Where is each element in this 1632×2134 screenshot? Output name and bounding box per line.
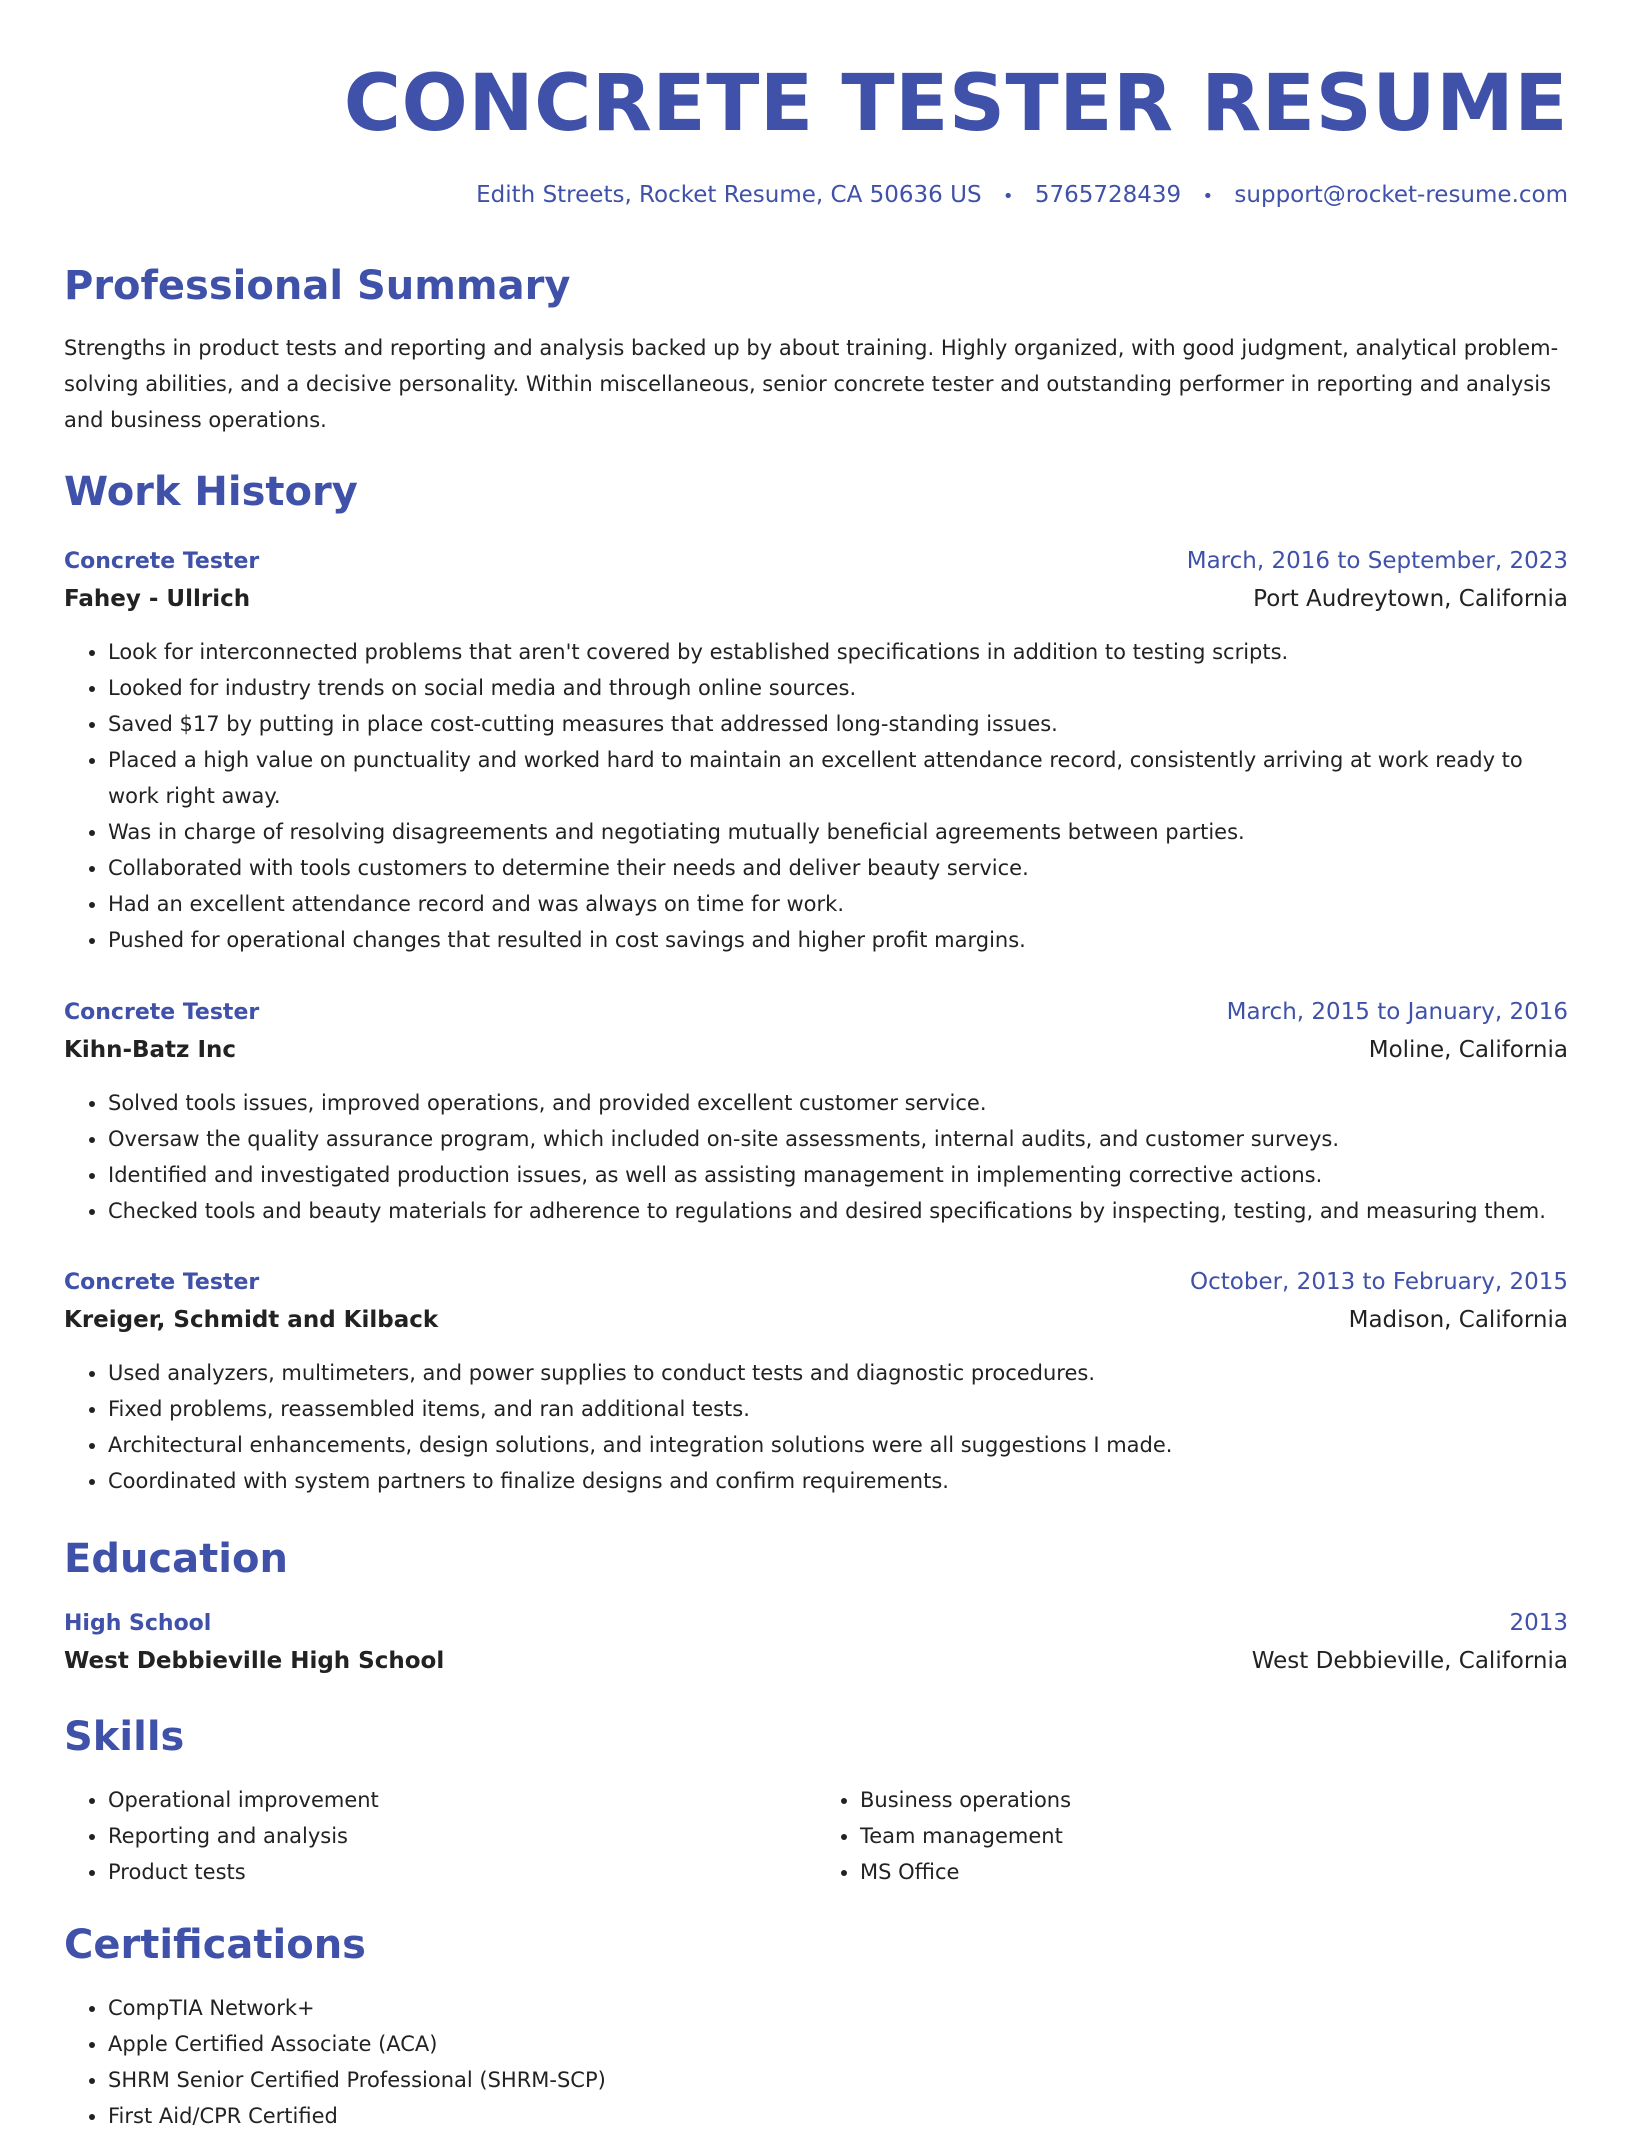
education-degree: High School (64, 1611, 212, 1636)
job-entry (64, 543, 1568, 958)
skills-heading: Skills (64, 1714, 185, 1760)
job-bullet: • Fixed problems, reassembled items, and ran additional tests. (108, 1391, 1568, 1427)
job-bullet: • Oversaw the quality assurance program, which included on-site assessments, internal audits, and customer surveys. (108, 1121, 1568, 1157)
job-bullet: • Solved tools issues, improved operations, and provided excellent customer service. (108, 1085, 1568, 1121)
job-bullet: • Identified and investigated production issues, as well as assisting management in implementing corrective actions. (108, 1157, 1568, 1193)
job-bullet: • Architectural enhancements, design solutions, and integration solutions were all suggestions I made. (108, 1427, 1568, 1463)
certifications-list (64, 1990, 1568, 2134)
job-bullet: • Collaborated with tools customers to determine their needs and deliver beauty service. (108, 850, 1568, 886)
job-company: Kreiger, Schmidt and Kilback (64, 1307, 439, 1333)
education-entry (64, 1605, 1568, 1680)
job-title: Concrete Tester (64, 1270, 260, 1295)
job-bullet: • Look for interconnected problems that aren't covered by established specifications in addition to testing scripts. (108, 634, 1568, 670)
job-entry (64, 1264, 1568, 1499)
skills-column-right (816, 1782, 1568, 1890)
job-bullet: • Had an excellent attendance record and was always on time for work. (108, 886, 1568, 922)
job-company: Fahey - Ullrich (64, 586, 251, 612)
job-bullet: • Saved $17 by putting in place cost-cutting measures that addressed long-standing issues. (108, 706, 1568, 742)
skill-item: • Reporting and analysis (108, 1818, 816, 1854)
contact-line (64, 180, 1568, 212)
contact-address: Edith Streets, Rocket Resume, CA 50636 US (476, 182, 982, 208)
summary-heading: Professional Summary (64, 263, 571, 309)
job-location: Moline, California (1368, 1037, 1568, 1063)
skills-column-left (64, 1782, 816, 1890)
certifications-heading: Certifications (64, 1922, 366, 1968)
job-bullet: • Placed a high value on punctuality and worked hard to maintain an excellent attendance record, consistently arriving at work ready to work right away. (108, 742, 1568, 814)
resume-title: CONCRETE TESTER RESUME (343, 59, 1568, 149)
skill-item: • Business operations (860, 1782, 1568, 1818)
certification-item: • SHRM Senior Certified Professional (SHRM-SCP) (108, 2062, 1568, 2098)
job-bullet: • Used analyzers, multimeters, and power supplies to conduct tests and diagnostic procedures. (108, 1355, 1568, 1391)
job-location: Madison, California (1348, 1307, 1568, 1333)
job-bullet: • Coordinated with system partners to finalize designs and confirm requirements. (108, 1463, 1568, 1499)
education-year: 2013 (1509, 1610, 1568, 1636)
job-bullet: • Checked tools and beauty materials for adherence to regulations and desired specifications by inspecting, testing, and measuring them. (108, 1193, 1568, 1229)
education-location: West Debbieville, California (1251, 1648, 1568, 1674)
certification-item: • First Aid/CPR Certified (108, 2098, 1568, 2134)
job-bullets (64, 1355, 1568, 1499)
contact-phone: 5765728439 (1034, 182, 1182, 208)
job-title: Concrete Tester (64, 549, 260, 574)
education-school: West Debbieville High School (64, 1648, 445, 1674)
skill-item: • MS Office (860, 1854, 1568, 1890)
job-company: Kihn-Batz Inc (64, 1037, 237, 1063)
certification-item: • CompTIA Network+ (108, 1990, 1568, 2026)
contact-email[interactable]: support@rocket-resume.com (1234, 182, 1568, 208)
certification-item: • Apple Certified Associate (ACA) (108, 2026, 1568, 2062)
skill-item: • Operational improvement (108, 1782, 816, 1818)
job-dates: October, 2013 to February, 2015 (1190, 1269, 1568, 1295)
job-dates: March, 2015 to January, 2016 (1226, 999, 1568, 1025)
job-location: Port Audreytown, California (1253, 586, 1568, 612)
work-history-heading: Work History (64, 469, 358, 515)
education-heading: Education (64, 1536, 288, 1582)
job-bullet: • Looked for industry trends on social media and through online sources. (108, 670, 1568, 706)
summary-text: Strengths in product tests and reporting and analysis backed up by about training. Highly organized, with good judgment, analytical problem-solving abilities, and a decisive personality. Within miscellaneous, senior concrete tester and outstanding performer in reporting and analysis and business operations. (64, 336, 1559, 432)
job-bullet: • Was in charge of resolving disagreements and negotiating mutually beneficial agreements between parties. (108, 814, 1568, 850)
job-bullets (64, 634, 1568, 958)
contact-separator: • (1002, 186, 1014, 207)
skills-list (64, 1782, 1568, 1890)
job-title: Concrete Tester (64, 1000, 260, 1025)
job-entry (64, 994, 1568, 1229)
contact-separator: • (1202, 186, 1214, 207)
job-bullets (64, 1085, 1568, 1229)
job-bullet: • Pushed for operational changes that resulted in cost savings and higher profit margins. (108, 922, 1568, 958)
skill-item: • Team management (860, 1818, 1568, 1854)
job-dates: March, 2016 to September, 2023 (1186, 548, 1568, 574)
skill-item: • Product tests (108, 1854, 816, 1890)
